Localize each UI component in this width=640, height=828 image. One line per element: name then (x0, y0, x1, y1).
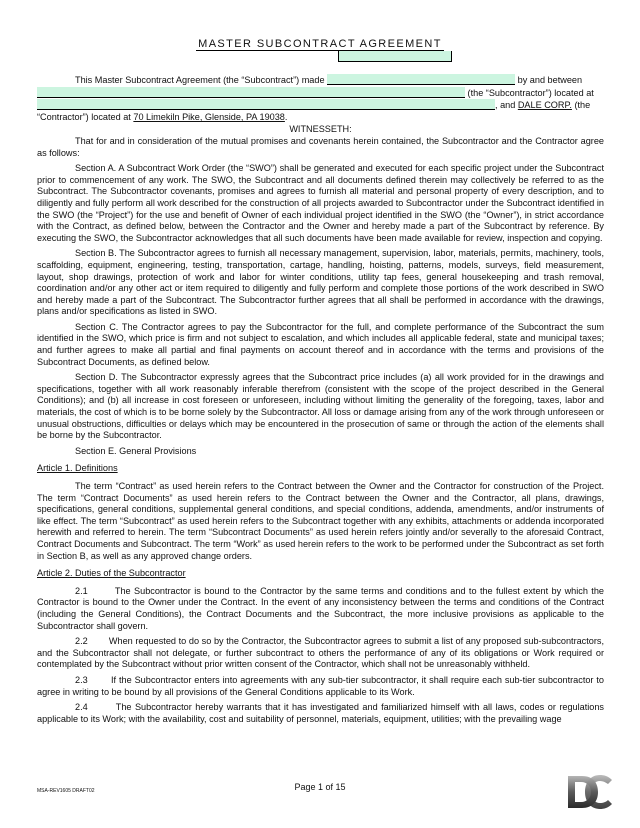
clause-2-4: 2.4 The Subcontractor hereby warrants that it has investigated and familiarized himself with all laws, codes or regulations applicable to its Work; with the availability, cost and suitability of personnel, materials, equipment, utilities; with the prevailing wage (37, 702, 604, 724)
intro-paragraph: This Master Subcontract Agreement (the “Subcontract”) made by and between (the “Subcontractor”) located at , and DALE CORP. (the “Contractor”) located at 70 Limekiln Pike, Glenside, PA 19038. (37, 75, 594, 122)
page-number: Page 1 of 15 (294, 782, 346, 792)
agreement-date-field[interactable] (327, 74, 515, 85)
dale-corp-logo-icon (564, 772, 614, 812)
contractor-address: 70 Limekiln Pike, Glenside, PA 19038 (133, 111, 285, 122)
consideration-paragraph: That for and in consideration of the mutual promises and covenants herein contained, the Subcontractor and the Contractor agree as follows: (37, 135, 604, 158)
document-body (37, 74, 604, 729)
article-2-heading: Article 2. Duties of the Subcontractor (37, 568, 186, 579)
subcontractor-name-field[interactable] (37, 87, 465, 98)
clause-2-1: 2.1 The Subcontractor is bound to the Contractor by the same terms and conditions and to the fullest extent by which the Contractor is bound to the Owner under the Contract. In the event of any inconsistency between the terms and conditions of the Contract (including the General Conditions), the Contract Documents and the Subcontract, the more inclusive provisions as applicable to the Subcontractor shall govern. (37, 585, 604, 631)
section-c: Section C. The Contractor agrees to pay the Subcontractor for the full, and complete performance of the Subcontract the sum identified in the SWO, which price is firm and not subject to escalation, and which includes all applicable federal, state and municipal taxes; and further agrees to make all partial and final payments on account thereof and in accordance with the terms and provisions of the Subcontract Documents, as defined below. (37, 321, 604, 367)
section-e: Section E. General Provisions (75, 445, 197, 456)
subcontractor-address-field[interactable] (37, 99, 495, 110)
section-d: Section D. The Subcontractor expressly agrees that the Subcontract price includes (a) all work provided for in the drawings and specifications, together with all work reasonably inferable therefrom (consistent with the scope of the project described in the General Conditions); and (b) all increase in cost foreseen or unforeseen, including without limiting the generality of the foregoing, taxes, labor and materials, the cost of which is to be borne solely by the Subcontractor. All loss or damage arising from any of the work through unforeseen or unusual obstructions, difficulties or delays which may be encountered in the prosecution of same or through the action of the elements shall be borne by the Subcontractor. (37, 372, 604, 441)
title-fill-field[interactable] (338, 51, 452, 62)
revision-label: MSA-REV1605 DRAFT02 (37, 788, 95, 794)
document-title: MASTER SUBCONTRACT AGREEMENT (198, 38, 442, 50)
section-a: Section A. A Subcontract Work Order (the “SWO”) shall be generated and executed for each specific project under the Subcontract prior to commencement of any work. The SWO, the Subcontract and all documents defined therein may collectively be referred to as the Subcontract. The Subcontractor covenants, promises and agrees to furnish all material and personal property of every description, and to diligently and fully perform all work described for the construction of all projects awarded to Subcontractor under the Subcontract identified in the SWO (the “Project”) for the use and benefit of Owner of each individual project identified in the SWO (the “Owner”), in strict accordance with the Contract, as defined below, between the Contractor and the Owner and hereby made a part of the Subcontract by reference. By executing the SWO, the Subcontractor acknowledges that all such documents have been made available for review, inspection and copying. (37, 163, 604, 243)
witnesseth-heading: WITNESSETH: (289, 124, 352, 135)
clause-2-3: 2.3 If the Subcontractor enters into agreements with any sub-tier subcontractor, it shall require each sub-tier subcontractor to agree in writing to be bound by all provisions of the General Conditions applicable to its Work. (37, 674, 604, 697)
section-b: Section B. The Subcontractor agrees to furnish all necessary management, supervision, labor, materials, permits, machinery, tools, scaffolding, equipment, engineering, testing, transportation, cartage, handling, hoisting, patterns, models, surveys, field measurement, layout, shop drawings, protection of work and labor for winter conditions, utility tap fees, general housekeeping and trash removal, coordination and/or any other act or item required to diligently and fully perform and complete those portions of the work described in SWO and hereby made a part of the Subcontract. The Subcontractor further agrees that all shall be performed in accordance with the drawings, plans and/or specifications as listed in SWO. (37, 248, 604, 317)
contractor-name: DALE CORP. (517, 100, 572, 111)
clause-2-2: 2.2 When requested to do so by the Contractor, the Subcontractor agrees to submit a list of any proposed sub-subcontractors, and the Subcontractor shall not delegate, or further subcontract to others the performance of any of its obligations or Work required or contemplated by the Subcontract without prior written consent of the Contractor, which shall not be unreasonably withheld. (37, 636, 604, 670)
article-1-heading: Article 1. Definitions (37, 463, 118, 474)
article-1-body: The term “Contract” as used herein refers to the Contract between the Owner and the Contractor for construction of the Project. The term “Contract Documents” as used herein refers to the Contract between the Owner and the Contractor, all plans, drawings, specifications, general conditions, supplemental general conditions, and special conditions, addenda, amendments, and/or instruments of like effect. The term “Subcontract” as used herein refers to the Subcontract together with any exhibits, attachments or addenda incorporated herewith and referred to herein. The term “Subcontract Documents” as used herein refers jointly and/or severally to the aforesaid Contract, Contract Documents and Subcontract. The term “Work” as used herein refers to the work to be performed under the Subcontract as set forth in Section B, as well as any approved change orders. (37, 481, 604, 561)
